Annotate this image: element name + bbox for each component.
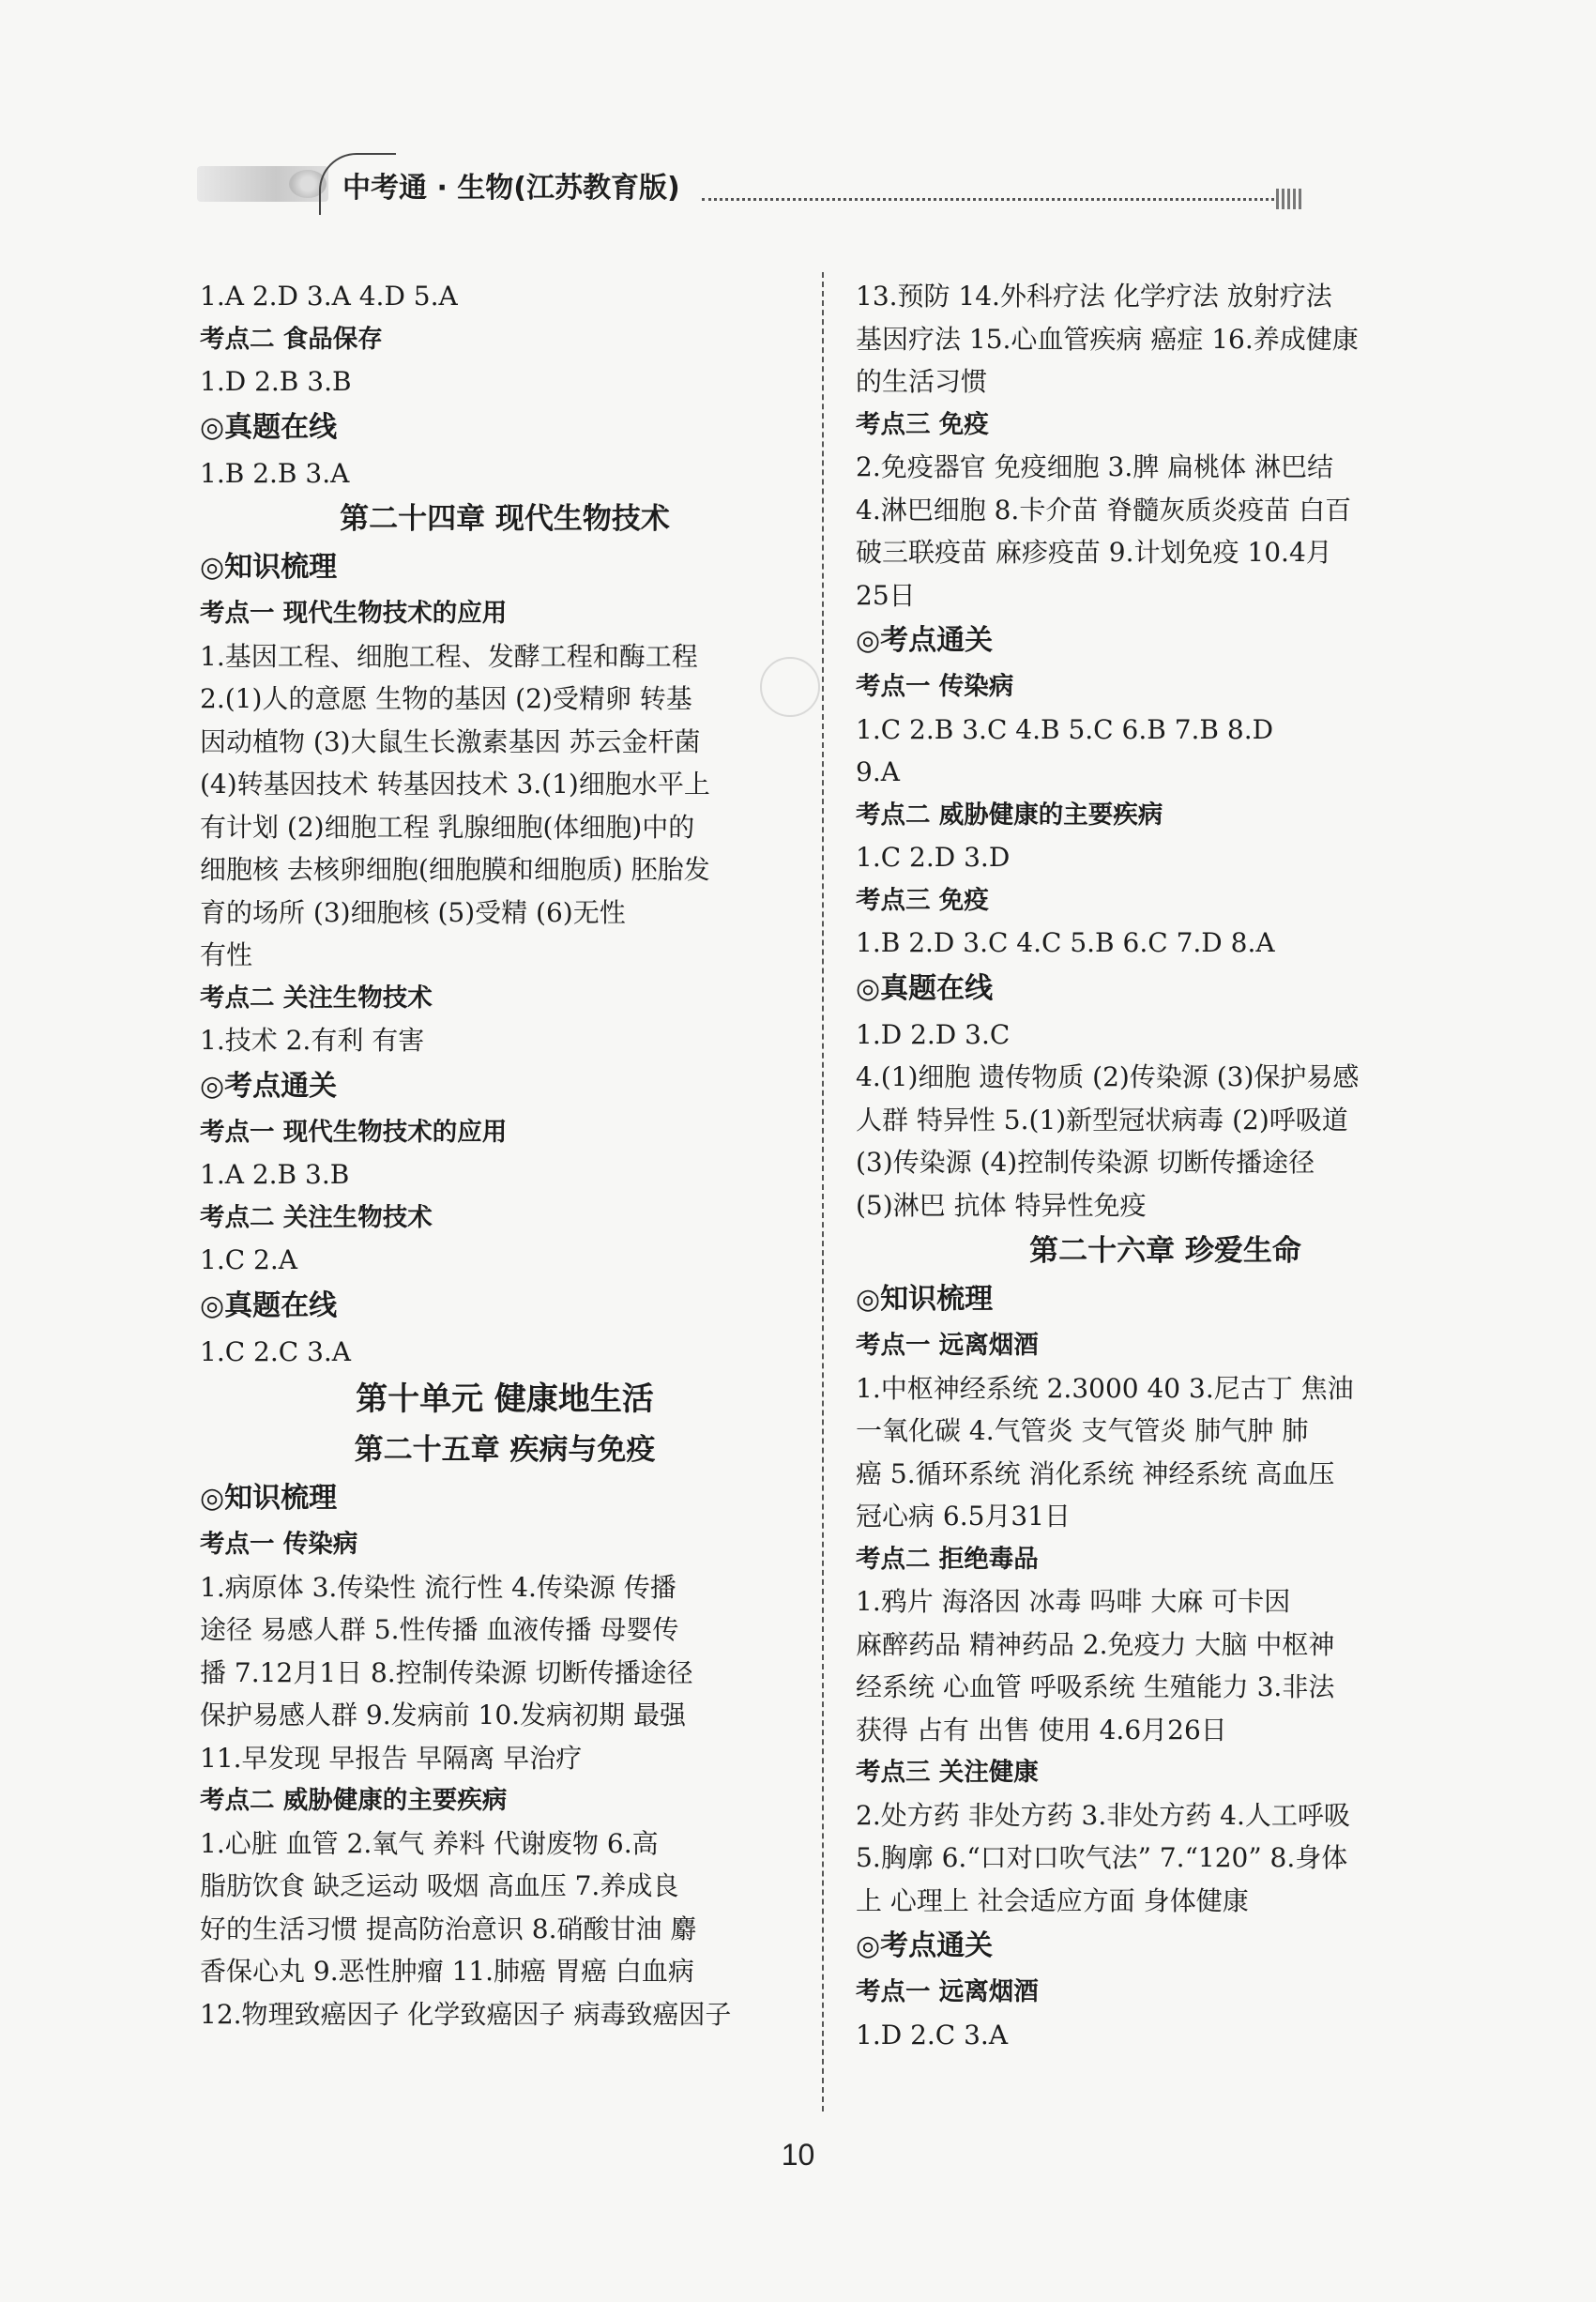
answer-line: 因动植物 (3)大鼠生长激素基因 苏云金杆菌 [200, 725, 701, 757]
answer-line: 1.鸦片 海洛因 冰毒 吗啡 大麻 可卡因 [856, 1586, 1291, 1617]
book-title: 中考通 · 生物(江苏教育版) [342, 172, 680, 205]
answer-line: 一氧化碳 4.气管炎 支气管炎 肺气肿 肺 [856, 1415, 1309, 1446]
answer-line: 1.心脏 血管 2.氧气 养料 代谢废物 6.高 [200, 1827, 659, 1859]
subsection-heading: ◎真题在线 [200, 1288, 338, 1322]
section-heading: 考点一 远离烟酒 [856, 1977, 1039, 2006]
subsection-heading: ◎考点通关 [856, 624, 994, 657]
header-dotted-rule [702, 198, 1274, 201]
subsection-heading: ◎知识梳理 [200, 1482, 338, 1515]
answer-line: (4)转基因技术 转基因技术 3.(1)细胞水平上 [200, 769, 710, 800]
answer-line: 9.A [856, 756, 900, 787]
answer-line: 麻醉药品 精神药品 2.免疫力 大脑 中枢神 [856, 1628, 1335, 1660]
answer-line: 1.C 2.D 3.D [856, 842, 1011, 873]
answer-line: 1.D 2.D 3.C [856, 1018, 1011, 1050]
section-heading: 考点一 现代生物技术的应用 [200, 599, 508, 628]
answer-line: 13.预防 14.外科疗法 化学疗法 放射疗法 [856, 281, 1332, 312]
subsection-heading: ◎真题在线 [200, 410, 338, 444]
subsection-heading: ◎知识梳理 [856, 1283, 994, 1316]
answer-line: 基因疗法 15.心血管疾病 癌症 16.养成健康 [856, 323, 1359, 355]
answer-line: 2.处方药 非处方药 3.非处方药 4.人工呼吸 [856, 1799, 1350, 1831]
answer-line: 1.A 2.B 3.B [200, 1159, 350, 1190]
answer-line: 育的场所 (3)细胞核 (5)受精 (6)无性 [200, 896, 626, 928]
answer-line: 1.B 2.D 3.C 4.C 5.B 6.C 7.D 8.A [856, 927, 1275, 958]
answer-line: 25日 [856, 579, 916, 611]
header-decoration-end [1276, 189, 1302, 209]
answer-line: 上 心理上 社会适应方面 身体健康 [856, 1884, 1249, 1916]
answer-line: 人群 特异性 5.(1)新型冠状病毒 (2)呼吸道 [856, 1104, 1348, 1136]
subsection-heading: ◎考点通关 [856, 1929, 994, 1962]
section-heading: 考点二 威胁健康的主要疾病 [856, 800, 1163, 830]
section-heading: 考点三 免疫 [856, 885, 989, 915]
page-header [197, 145, 1135, 216]
answer-line: 癌 5.循环系统 消化系统 神经系统 高血压 [856, 1457, 1335, 1489]
subsection-heading: ◎知识梳理 [200, 551, 338, 584]
answer-line: 1.C 2.B 3.C 4.B 5.C 6.B 7.B 8.D [856, 713, 1274, 745]
right-column [856, 275, 1475, 2056]
section-heading: 考点二 关注生物技术 [200, 983, 433, 1013]
answer-line: 2.免疫器官 免疫细胞 3.脾 扁桃体 淋巴结 [856, 451, 1334, 482]
section-heading: 考点三 关注健康 [856, 1758, 1039, 1787]
answer-line: 破三联疫苗 麻疹疫苗 9.计划免疫 10.4月 [856, 537, 1332, 568]
answer-line: 1.C 2.A [200, 1244, 297, 1275]
answer-line: 1.A 2.D 3.A 4.D 5.A [200, 281, 458, 312]
answer-line: 好的生活习惯 提高防治意识 8.硝酸甘油 麝 [200, 1913, 697, 1944]
page-number: 10 [781, 2138, 815, 2172]
answer-line: 途径 易感人群 5.性传播 血液传播 母婴传 [200, 1614, 679, 1645]
answer-line: 11.早发现 早报告 早隔离 早治疗 [200, 1742, 583, 1774]
answer-line: 脂肪饮食 缺乏运动 吸烟 高血压 7.养成良 [200, 1870, 679, 1901]
section-heading: 考点一 远离烟酒 [856, 1331, 1039, 1360]
chapter-title: 第二十五章 疾病与免疫 [354, 1433, 656, 1467]
answer-line: 冠心病 6.5月31日 [856, 1501, 1072, 1532]
answer-line: 有性 [200, 939, 253, 970]
answer-line: 香保心丸 9.恶性肿瘤 11.肺癌 胃癌 白血病 [200, 1956, 694, 1987]
answer-line: 5.胸廓 6.“口对口吹气法” 7.“120” 8.身体 [856, 1842, 1348, 1873]
section-heading: 考点二 威胁健康的主要疾病 [200, 1786, 508, 1815]
section-heading: 考点二 拒绝毒品 [856, 1544, 1039, 1574]
section-heading: 考点一 传染病 [200, 1530, 358, 1559]
section-heading: 考点一 传染病 [856, 672, 1014, 701]
left-column [200, 275, 810, 2035]
subsection-heading: ◎真题在线 [856, 971, 994, 1005]
answer-line: 1.D 2.C 3.A [856, 2019, 1009, 2050]
answer-line: 1.病原体 3.传染性 流行性 4.传染源 传播 [200, 1571, 676, 1603]
answer-line: (3)传染源 (4)控制传染源 切断传播途径 [856, 1147, 1315, 1178]
answer-line: 1.D 2.B 3.B [200, 366, 352, 397]
answer-line: 获得 占有 出售 使用 4.6月26日 [856, 1714, 1227, 1746]
chapter-title: 第二十六章 珍爱生命 [1029, 1234, 1301, 1268]
answer-line: (5)淋巴 抗体 特异性免疫 [856, 1189, 1147, 1221]
answer-line: 4.淋巴细胞 8.卡介苗 脊髓灰质炎疫苗 白百 [856, 494, 1352, 526]
answer-line: 1.B 2.B 3.A [200, 457, 350, 489]
chapter-title: 第二十四章 现代生物技术 [340, 502, 670, 536]
unit-title: 第十单元 健康地生活 [356, 1380, 654, 1418]
answer-line: 1.C 2.C 3.A [200, 1335, 352, 1367]
answer-line: 12.物理致癌因子 化学致癌因子 病毒致癌因子 [200, 1998, 732, 2030]
answer-line: 有计划 (2)细胞工程 乳腺细胞(体细胞)中的 [200, 811, 695, 843]
answer-line: 4.(1)细胞 遗传物质 (2)传染源 (3)保护易感 [856, 1061, 1360, 1092]
section-heading: 考点一 现代生物技术的应用 [200, 1117, 508, 1147]
answer-line: 的生活习惯 [856, 366, 988, 397]
subsection-heading: ◎考点通关 [200, 1069, 338, 1103]
section-heading: 考点二 关注生物技术 [200, 1202, 433, 1232]
answer-line: 播 7.12月1日 8.控制传染源 切断传播途径 [200, 1656, 693, 1688]
answer-line: 细胞核 去核卵细胞(细胞膜和细胞质) 胚胎发 [200, 854, 710, 885]
answer-line: 1.基因工程、细胞工程、发酵工程和酶工程 [200, 640, 698, 672]
answer-line: 1.技术 2.有利 有害 [200, 1025, 425, 1056]
section-heading: 考点二 食品保存 [200, 324, 383, 354]
section-heading: 考点三 免疫 [856, 409, 989, 439]
column-divider [822, 272, 824, 2111]
answer-line: 2.(1)人的意愿 生物的基因 (2)受精卵 转基 [200, 683, 692, 714]
answer-line: 经系统 心血管 呼吸系统 生殖能力 3.非法 [856, 1671, 1335, 1702]
answer-line: 1.中枢神经系统 2.3000 40 3.尼古丁 焦油 [856, 1372, 1354, 1404]
answer-line: 保护易感人群 9.发病前 10.发病初期 最强 [200, 1700, 686, 1730]
